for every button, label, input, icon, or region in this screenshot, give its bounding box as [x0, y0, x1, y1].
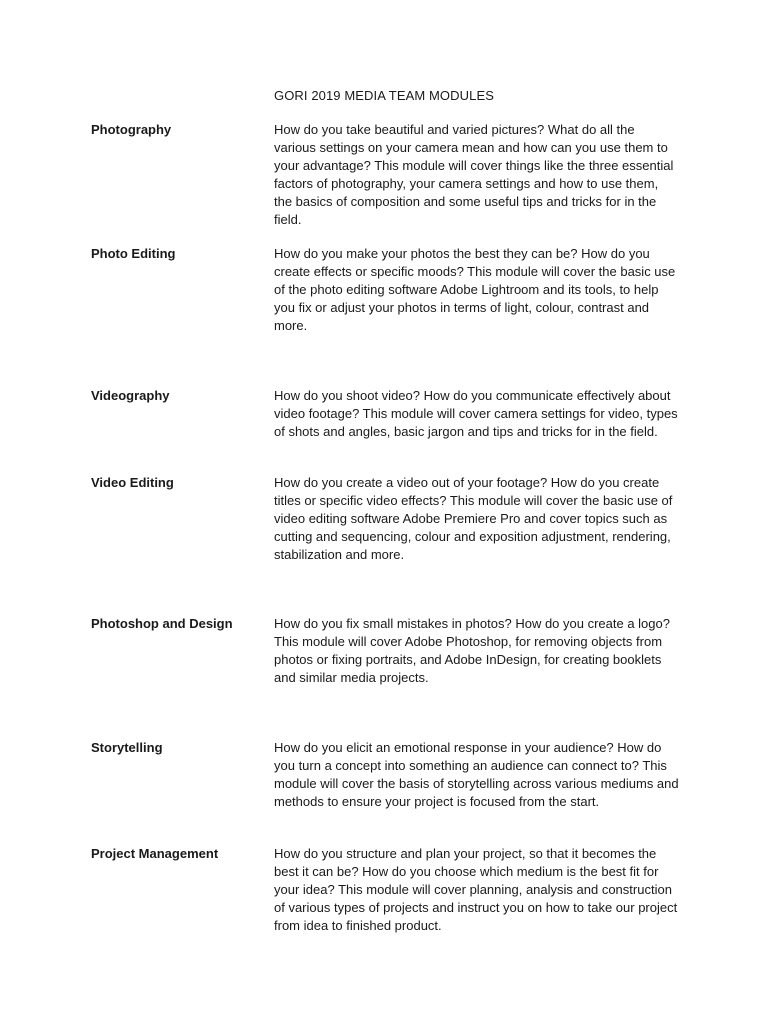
- module-name: Video Editing: [91, 475, 174, 490]
- module-description: How do you take beautiful and varied pictures? What do all the various settings on your camera mean and how can you use them to your advantage? This module will cover things like the three essential factors of photography, your camera settings and how to use them, the basics of composition and some useful tips and tricks for in the field.: [274, 122, 674, 227]
- module-description: How do you structure and plan your project, so that it becomes the best it can be? How do you choose which medium is the best fit for your idea? This module will cover planning, analysis and construction of various types of projects and instruct you on how to take our project from idea to finished product.: [274, 846, 678, 933]
- module-description: How do you fix small mistakes in photos? How do you create a logo? This module will cover Adobe Photoshop, for removing objects from photos or fixing portraits, and Adobe InDesign, for creating booklets and similar media projects.: [274, 616, 670, 685]
- module-description: How do you elicit an emotional response in your audience? How do you turn a concept into something an audience can connect to? This module will cover the basis of storytelling across various mediums and methods to ensure your project is focused from the start.: [274, 740, 679, 809]
- module-description: How do you make your photos the best they can be? How do you create effects or specific moods? This module will cover the basic use of the photo editing software Adobe Lightroom and its tools, to help you fix or adjust your photos in terms of light, colour, contrast and more.: [274, 246, 676, 333]
- page-title: GORI 2019 MEDIA TEAM MODULES: [273, 88, 494, 103]
- module-name: Storytelling: [91, 740, 163, 755]
- module-name: Videography: [91, 388, 170, 403]
- module-name: Photography: [91, 122, 172, 137]
- module-description: How do you create a video out of your footage? How do you create titles or specific video effects? This module will cover the basic use of video editing software Adobe Premiere Pro and cover topics such as cutting and sequencing, colour and exposition adjustment, rendering, stabilization and more.: [274, 475, 673, 562]
- module-name: Photo Editing: [91, 246, 176, 261]
- module-name: Photoshop and Design: [91, 616, 233, 631]
- module-description: How do you shoot video? How do you communicate effectively about video footage? This module will cover camera settings for video, types of shots and angles, basic jargon and tips and tricks for in the field.: [274, 388, 678, 439]
- module-name: Project Management: [91, 846, 219, 861]
